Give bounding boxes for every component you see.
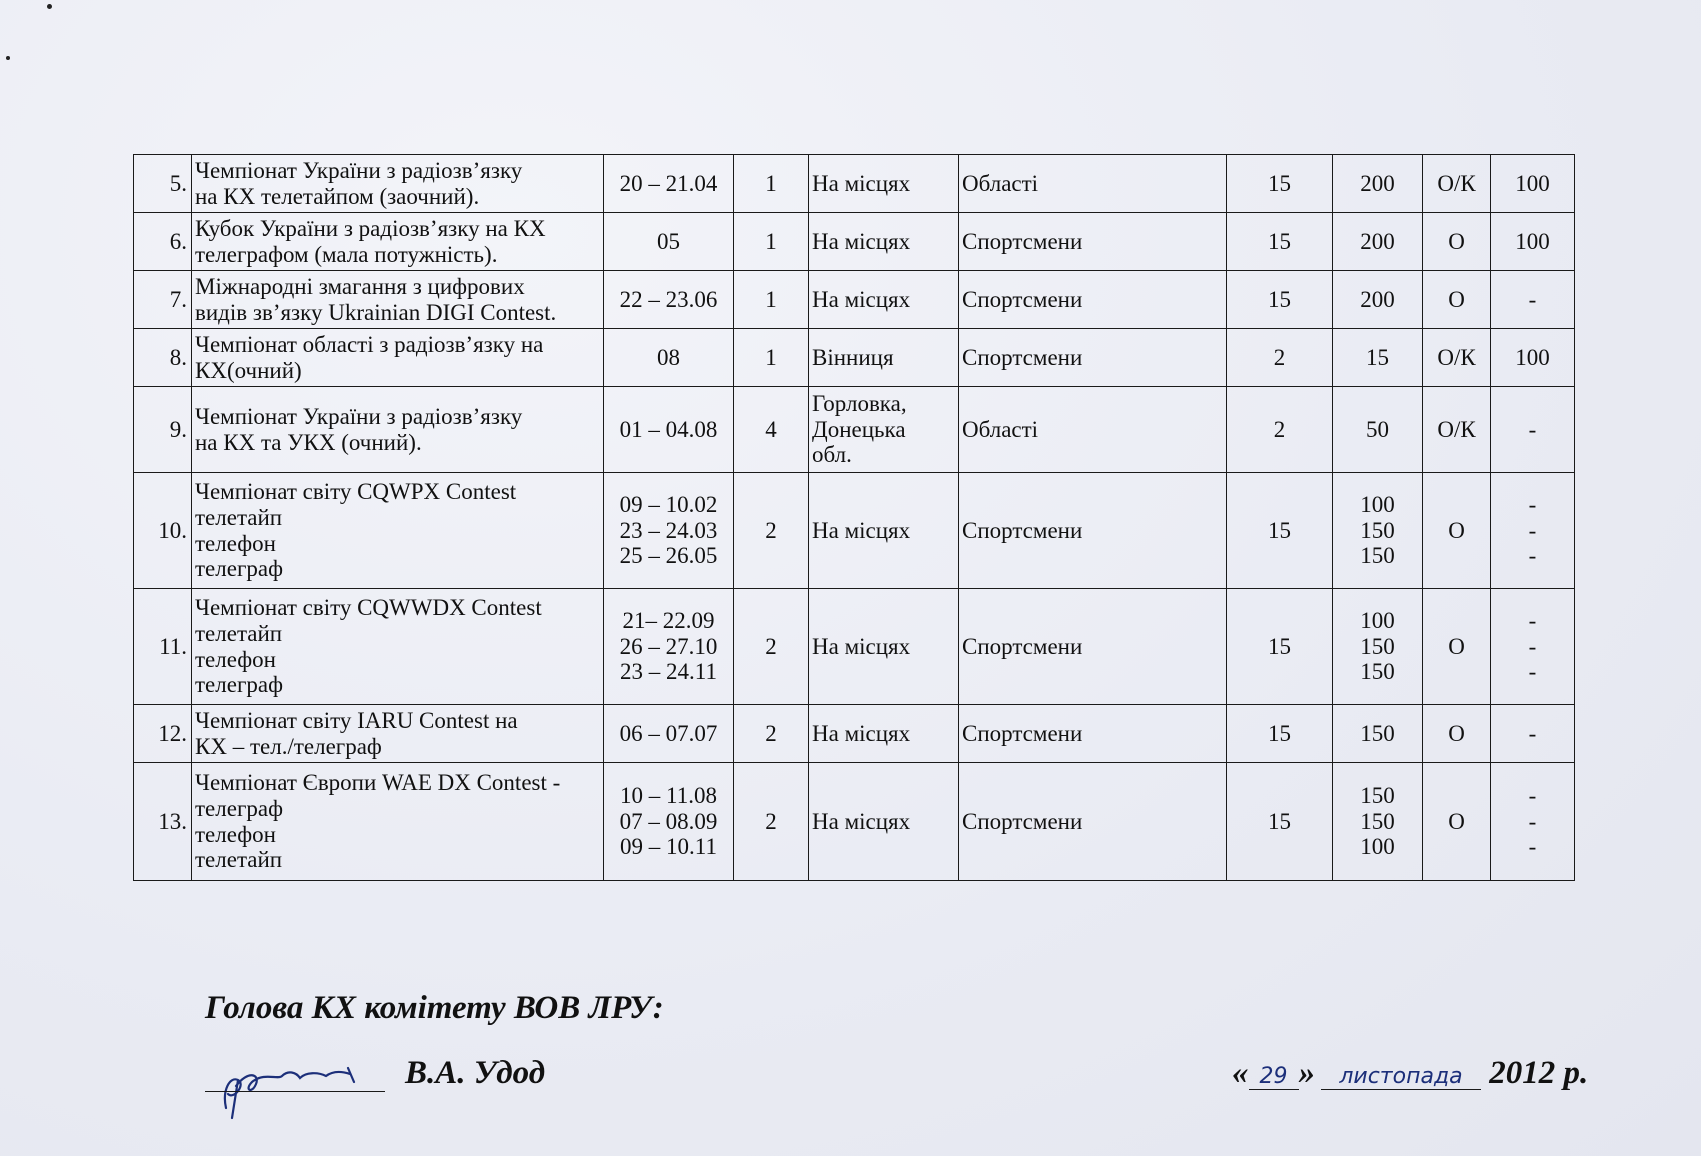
event-dates-line: 08: [657, 344, 680, 370]
date-month: листопада: [1321, 1064, 1481, 1090]
event-participant-count-line: 150: [1360, 808, 1395, 834]
event-name-line: телефон: [195, 821, 276, 847]
table-row: [134, 705, 1575, 763]
event-participant-count: [1333, 329, 1423, 387]
event-name-line: телетайп: [195, 847, 283, 873]
event-participant-count: [1333, 155, 1423, 213]
event-name-line: на КХ телетайпом (заочний).: [195, 183, 480, 209]
event-name-line: телетайп: [195, 620, 283, 646]
event-place-line: обл.: [812, 442, 852, 468]
event-participant-count-line: 150: [1360, 543, 1395, 569]
event-place: [809, 705, 959, 763]
event-dates-line: 07 – 08.09: [619, 808, 718, 834]
events-table: [133, 154, 1575, 881]
event-participants: Спортсмени: [959, 763, 1227, 881]
event-points-line: 100: [1515, 228, 1550, 254]
event-name: [192, 763, 604, 881]
event-type: О: [1423, 213, 1491, 271]
event-dates-line: 05: [657, 228, 680, 254]
event-place-line: На місцях: [812, 170, 911, 196]
table-row: [134, 589, 1575, 705]
event-points-line: 100: [1515, 170, 1550, 196]
event-participant-count-line: 150: [1360, 517, 1395, 543]
event-place-line: Горловка,: [812, 390, 907, 416]
handwritten-signature: [208, 1050, 398, 1120]
event-points: [1491, 387, 1575, 473]
event-days: 1: [734, 329, 809, 387]
event-name: [192, 329, 604, 387]
event-name-line: КХ – тел./телеграф: [195, 733, 382, 759]
event-points: [1491, 763, 1575, 881]
event-place: [809, 213, 959, 271]
scan-speck: [47, 4, 52, 9]
event-dates-line: 21– 22.09: [622, 607, 715, 633]
event-teams: 15: [1227, 589, 1333, 705]
event-name-line: телеграф: [195, 795, 283, 821]
event-name-line: телетайп: [195, 504, 283, 530]
event-name: [192, 705, 604, 763]
event-place-line: На місцях: [812, 286, 911, 312]
event-participant-count-line: 150: [1360, 659, 1395, 685]
event-name-line: Чемпіонат України з радіозв’язку: [195, 157, 523, 183]
event-teams: 15: [1227, 473, 1333, 589]
event-name-line: Чемпіонат області з радіозв’язку на: [195, 331, 544, 357]
event-participant-count-line: 150: [1360, 720, 1395, 746]
event-points: [1491, 271, 1575, 329]
event-name-line: Чемпіонат світу CQWWDX Contest: [195, 594, 542, 620]
event-place-line: Вінниця: [812, 344, 894, 370]
event-name-line: Чемпіонат Європи WAE DX Contest -: [195, 769, 561, 795]
row-number: 11.: [134, 589, 192, 705]
event-dates-line: 25 – 26.05: [619, 543, 718, 569]
event-dates: [604, 213, 734, 271]
event-type: О: [1423, 589, 1491, 705]
event-place-line: На місцях: [812, 228, 911, 254]
event-participant-count: [1333, 271, 1423, 329]
event-days: 1: [734, 271, 809, 329]
event-type: О: [1423, 763, 1491, 881]
event-points-line: -: [1528, 834, 1537, 860]
event-teams: 2: [1227, 387, 1333, 473]
event-teams: 15: [1227, 763, 1333, 881]
event-participant-count-line: 100: [1360, 491, 1395, 517]
event-name-line: на КХ та УКХ (очний).: [195, 429, 422, 455]
row-number: 9.: [134, 387, 192, 473]
table-row: [134, 271, 1575, 329]
row-number: 6.: [134, 213, 192, 271]
table-row: [134, 473, 1575, 589]
event-name: [192, 387, 604, 473]
event-participants: Спортсмени: [959, 705, 1227, 763]
event-points-line: -: [1528, 416, 1537, 442]
event-dates: [604, 763, 734, 881]
event-days: 2: [734, 473, 809, 589]
event-name-line: Кубок України з радіозв’язку на КХ: [195, 215, 546, 241]
event-points: [1491, 329, 1575, 387]
event-place-line: Донецька: [812, 416, 906, 442]
event-teams: 15: [1227, 213, 1333, 271]
event-days: 1: [734, 155, 809, 213]
row-number: 10.: [134, 473, 192, 589]
table-row: [134, 213, 1575, 271]
event-place-line: На місцях: [812, 633, 911, 659]
event-points-line: -: [1528, 659, 1537, 685]
event-type: О/К: [1423, 387, 1491, 473]
event-name: [192, 213, 604, 271]
event-type: О: [1423, 271, 1491, 329]
event-participants: Спортсмени: [959, 473, 1227, 589]
event-name-line: Чемпіонат України з радіозв’язку: [195, 403, 523, 429]
event-participant-count: [1333, 473, 1423, 589]
event-place: [809, 155, 959, 213]
date-quote-close: »: [1298, 1055, 1315, 1091]
event-place: [809, 271, 959, 329]
event-dates-line: 06 – 07.07: [619, 720, 718, 746]
event-dates: [604, 387, 734, 473]
event-dates: [604, 473, 734, 589]
event-participants: Області: [959, 387, 1227, 473]
event-points-line: -: [1528, 517, 1537, 543]
event-participants: Спортсмени: [959, 329, 1227, 387]
event-type: О/К: [1423, 155, 1491, 213]
event-dates-line: 09 – 10.02: [619, 491, 718, 517]
event-days: 4: [734, 387, 809, 473]
event-participants: Спортсмени: [959, 213, 1227, 271]
event-points: [1491, 155, 1575, 213]
event-points-line: -: [1528, 543, 1537, 569]
event-days: 2: [734, 763, 809, 881]
row-number: 5.: [134, 155, 192, 213]
event-dates-line: 23 – 24.03: [619, 517, 718, 543]
event-dates-line: 20 – 21.04: [619, 170, 718, 196]
event-participant-count-line: 100: [1360, 607, 1395, 633]
row-number: 12.: [134, 705, 192, 763]
event-teams: 15: [1227, 271, 1333, 329]
event-participant-count: [1333, 213, 1423, 271]
event-dates: [604, 705, 734, 763]
event-dates-line: 22 – 23.06: [619, 286, 718, 312]
event-participant-count-line: 200: [1360, 170, 1395, 196]
event-name-line: видів зв’язку Ukrainian DIGI Contest.: [195, 299, 557, 325]
event-participant-count: [1333, 589, 1423, 705]
event-place: [809, 387, 959, 473]
row-number: 8.: [134, 329, 192, 387]
scan-speck: [6, 56, 10, 60]
event-participant-count-line: 15: [1366, 344, 1389, 370]
committee-head-title: Голова КХ комітету ВОВ ЛРУ:: [205, 990, 664, 1026]
event-name-line: Міжнародні змагання з цифрових: [195, 273, 525, 299]
event-name-line: телефон: [195, 646, 276, 672]
date-quote-open: «: [1232, 1055, 1249, 1091]
event-name: [192, 473, 604, 589]
table-row: [134, 763, 1575, 881]
event-name: [192, 589, 604, 705]
event-dates-line: 09 – 10.11: [620, 834, 717, 860]
event-place-line: На місцях: [812, 517, 911, 543]
event-points-line: -: [1528, 633, 1537, 659]
event-participant-count-line: 150: [1360, 782, 1395, 808]
row-number: 13.: [134, 763, 192, 881]
event-place: [809, 589, 959, 705]
event-place-line: На місцях: [812, 720, 911, 746]
event-participant-count-line: 100: [1360, 834, 1395, 860]
event-name-line: телефон: [195, 530, 276, 556]
event-participants: Області: [959, 155, 1227, 213]
table-row: [134, 155, 1575, 213]
event-days: 2: [734, 589, 809, 705]
event-participant-count: [1333, 763, 1423, 881]
event-points: [1491, 705, 1575, 763]
signature-date: [1232, 1055, 1588, 1092]
event-dates-line: 23 – 24.11: [620, 659, 717, 685]
event-dates: [604, 329, 734, 387]
event-points-line: 100: [1515, 344, 1550, 370]
event-name-line: Чемпіонат світу CQWPX Contest: [195, 478, 517, 504]
event-participant-count-line: 200: [1360, 228, 1395, 254]
event-points-line: -: [1528, 607, 1537, 633]
event-points: [1491, 589, 1575, 705]
event-points-line: -: [1528, 286, 1537, 312]
event-points-line: -: [1528, 782, 1537, 808]
event-dates: [604, 589, 734, 705]
event-type: О/К: [1423, 329, 1491, 387]
event-dates: [604, 155, 734, 213]
event-points-line: -: [1528, 808, 1537, 834]
event-days: 2: [734, 705, 809, 763]
event-place: [809, 473, 959, 589]
event-participants: Спортсмени: [959, 589, 1227, 705]
event-participant-count: [1333, 705, 1423, 763]
event-points-line: -: [1528, 491, 1537, 517]
event-participant-count-line: 200: [1360, 286, 1395, 312]
event-dates-line: 26 – 27.10: [619, 633, 718, 659]
event-dates: [604, 271, 734, 329]
event-dates-line: 01 – 04.08: [619, 416, 718, 442]
event-name-line: телеграф: [195, 672, 283, 698]
event-name: [192, 155, 604, 213]
event-type: О: [1423, 705, 1491, 763]
event-points: [1491, 213, 1575, 271]
event-place-line: На місцях: [812, 808, 911, 834]
signature-line: [205, 1091, 385, 1092]
date-day: 29: [1249, 1064, 1299, 1090]
date-year: 2012 р.: [1489, 1055, 1589, 1091]
event-participant-count-line: 150: [1360, 633, 1395, 659]
event-type: О: [1423, 473, 1491, 589]
event-name: [192, 271, 604, 329]
table-row: [134, 387, 1575, 473]
event-teams: 2: [1227, 329, 1333, 387]
event-teams: 15: [1227, 705, 1333, 763]
event-place: [809, 763, 959, 881]
event-participant-count: [1333, 387, 1423, 473]
event-name-line: телеграфом (мала потужність).: [195, 241, 498, 267]
event-name-line: КХ(очний): [195, 357, 302, 383]
event-place: [809, 329, 959, 387]
event-participants: Спортсмени: [959, 271, 1227, 329]
row-number: 7.: [134, 271, 192, 329]
event-name-line: Чемпіонат світу IARU Contest на: [195, 707, 518, 733]
signer-name: В.А. Удод: [405, 1055, 546, 1091]
event-days: 1: [734, 213, 809, 271]
event-dates-line: 10 – 11.08: [620, 782, 717, 808]
event-name-line: телеграф: [195, 556, 283, 582]
event-participant-count-line: 50: [1366, 416, 1389, 442]
event-points-line: -: [1528, 720, 1537, 746]
event-teams: 15: [1227, 155, 1333, 213]
event-points: [1491, 473, 1575, 589]
table-row: [134, 329, 1575, 387]
